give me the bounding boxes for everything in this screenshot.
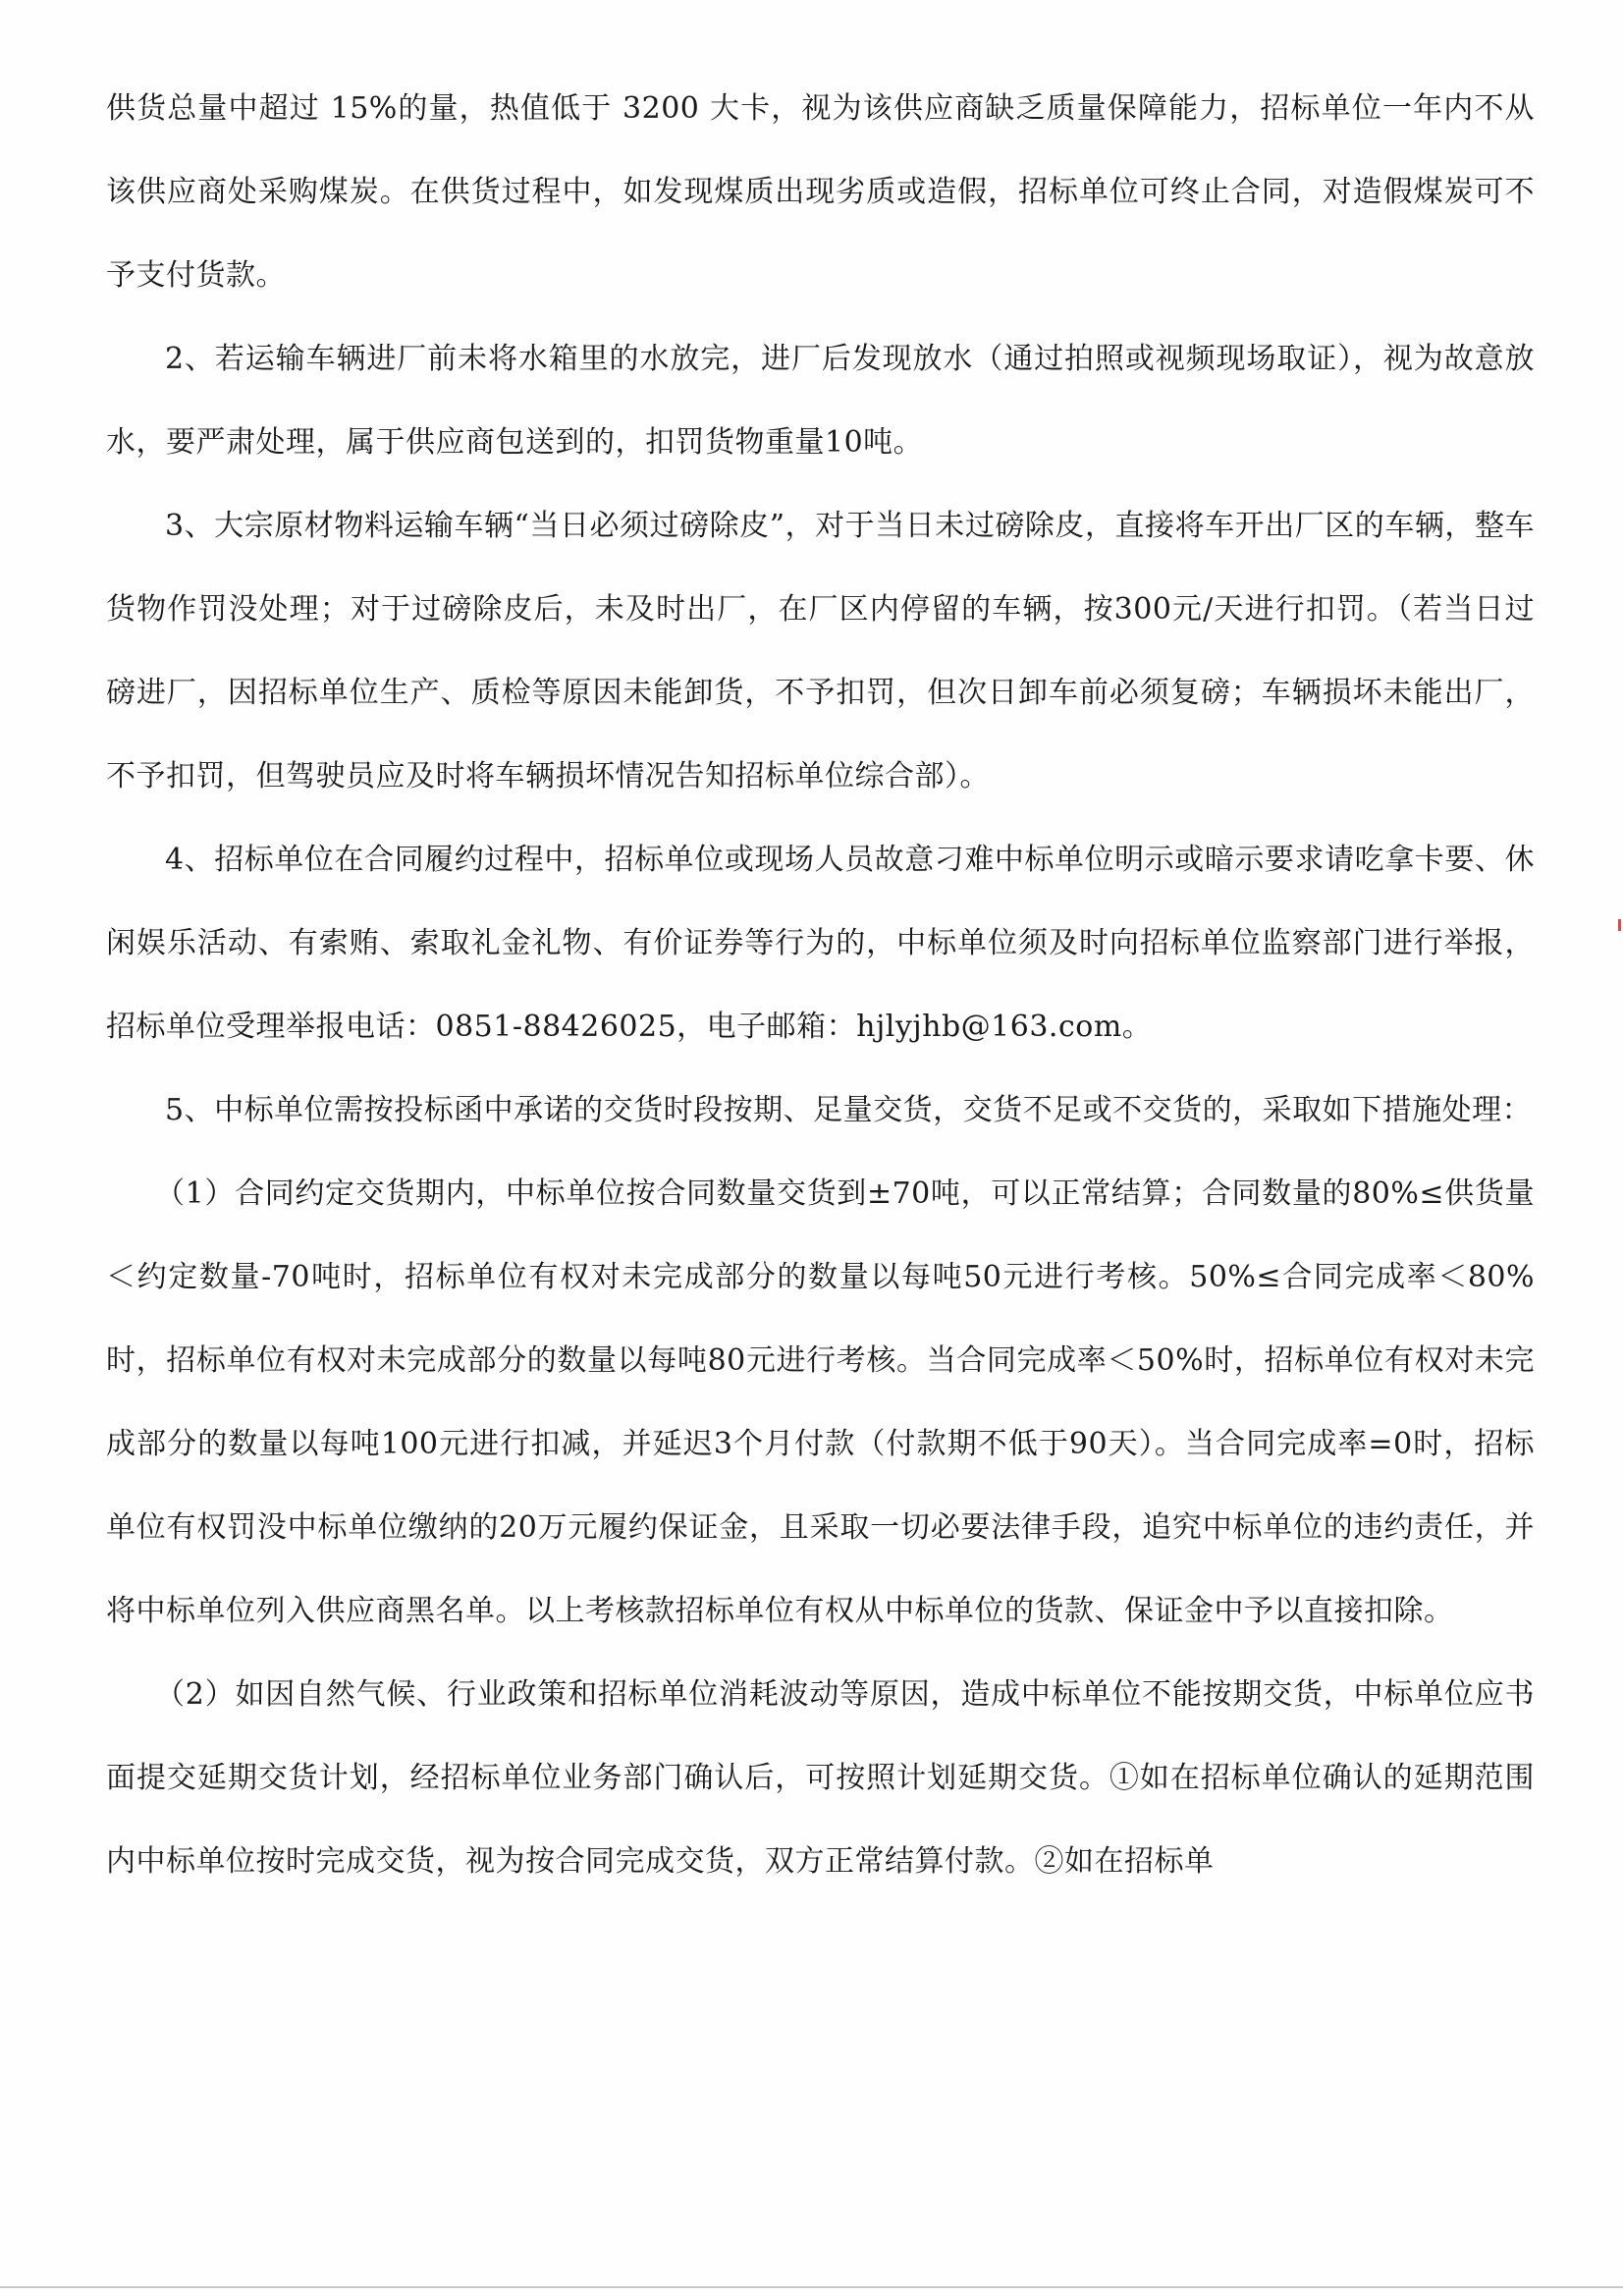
- paragraph-continuation: 供货总量中超过 15%的量，热值低于 3200 大卡，视为该供应商缺乏质量保障能力，招标单位一年内不从该供应商处采购煤炭。在供货过程中，如发现煤质出现劣质或造假，招标单位可终止合同，对造假煤炭可不予支付货款。: [106, 91, 1535, 293]
- document-body: [106, 67, 1535, 1903]
- scan-edge-mark: [1618, 919, 1621, 931]
- paragraph-item-2: 2、若运输车辆进厂前未将水箱里的水放完，进厂后发现放水（通过拍照或视频现场取证），视为故意放水，要严肃处理，属于供应商包送到的，扣罚货物重量10吨。: [106, 342, 1535, 460]
- paragraph-sub-item-2: （2）如因自然气候、行业政策和招标单位消耗波动等原因，造成中标单位不能按期交货，中标单位应书面提交延期交货计划，经招标单位业务部门确认后，可按照计划延期交货。①如在招标单位确认的延期范围内中标单位按时完成交货，视为按合同完成交货，双方正常结算付款。②如在招标单: [106, 1677, 1535, 1879]
- paragraph-item-4: 4、招标单位在合同履约过程中，招标单位或现场人员故意刁难中标单位明示或暗示要求请吃拿卡要、休闲娱乐活动、有索贿、索取礼金礼物、有价证券等行为的，中标单位须及时向招标单位监察部门进行举报，招标单位受理举报电话：0851-88426025，电子邮箱：hjlyjhb@163.com。: [106, 843, 1535, 1044]
- paragraph-sub-item-1: （1）合同约定交货期内，中标单位按合同数量交货到±70吨，可以正常结算；合同数量的80%≤供货量＜约定数量-70吨时，招标单位有权对未完成部分的数量以每吨50元进行考核。50%≤合同完成率＜80%时，招标单位有权对未完成部分的数量以每吨80元进行考核。当合同完成率＜50%时，招标单位有权对未完成部分的数量以每吨100元进行扣减，并延迟3个月付款（付款期不低于90天）。当合同完成率=0时，招标单位有权罚没中标单位缴纳的20万元履约保证金，且采取一切必要法律手段，追究中标单位的违约责任，并将中标单位列入供应商黑名单。以上考核款招标单位有权从中标单位的货款、保证金中予以直接扣除。: [106, 1176, 1535, 1628]
- paragraph-item-5: 5、中标单位需按投标函中承诺的交货时段按期、足量交货，交货不足或不交货的，采取如下措施处理：: [165, 1093, 1533, 1127]
- scan-bottom-edge: [0, 2286, 1623, 2288]
- paragraph-item-3: 3、大宗原材物料运输车辆“当日必须过磅除皮”，对于当日未过磅除皮，直接将车开出厂区的车辆，整车货物作罚没处理；对于过磅除皮后，未及时出厂，在厂区内停留的车辆，按300元/天进行扣罚。（若当日过磅进厂，因招标单位生产、质检等原因未能卸货，不予扣罚，但次日卸车前必须复磅；车辆损坏未能出厂，不予扣罚，但驾驶员应及时将车辆损坏情况告知招标单位综合部）。: [106, 509, 1535, 793]
